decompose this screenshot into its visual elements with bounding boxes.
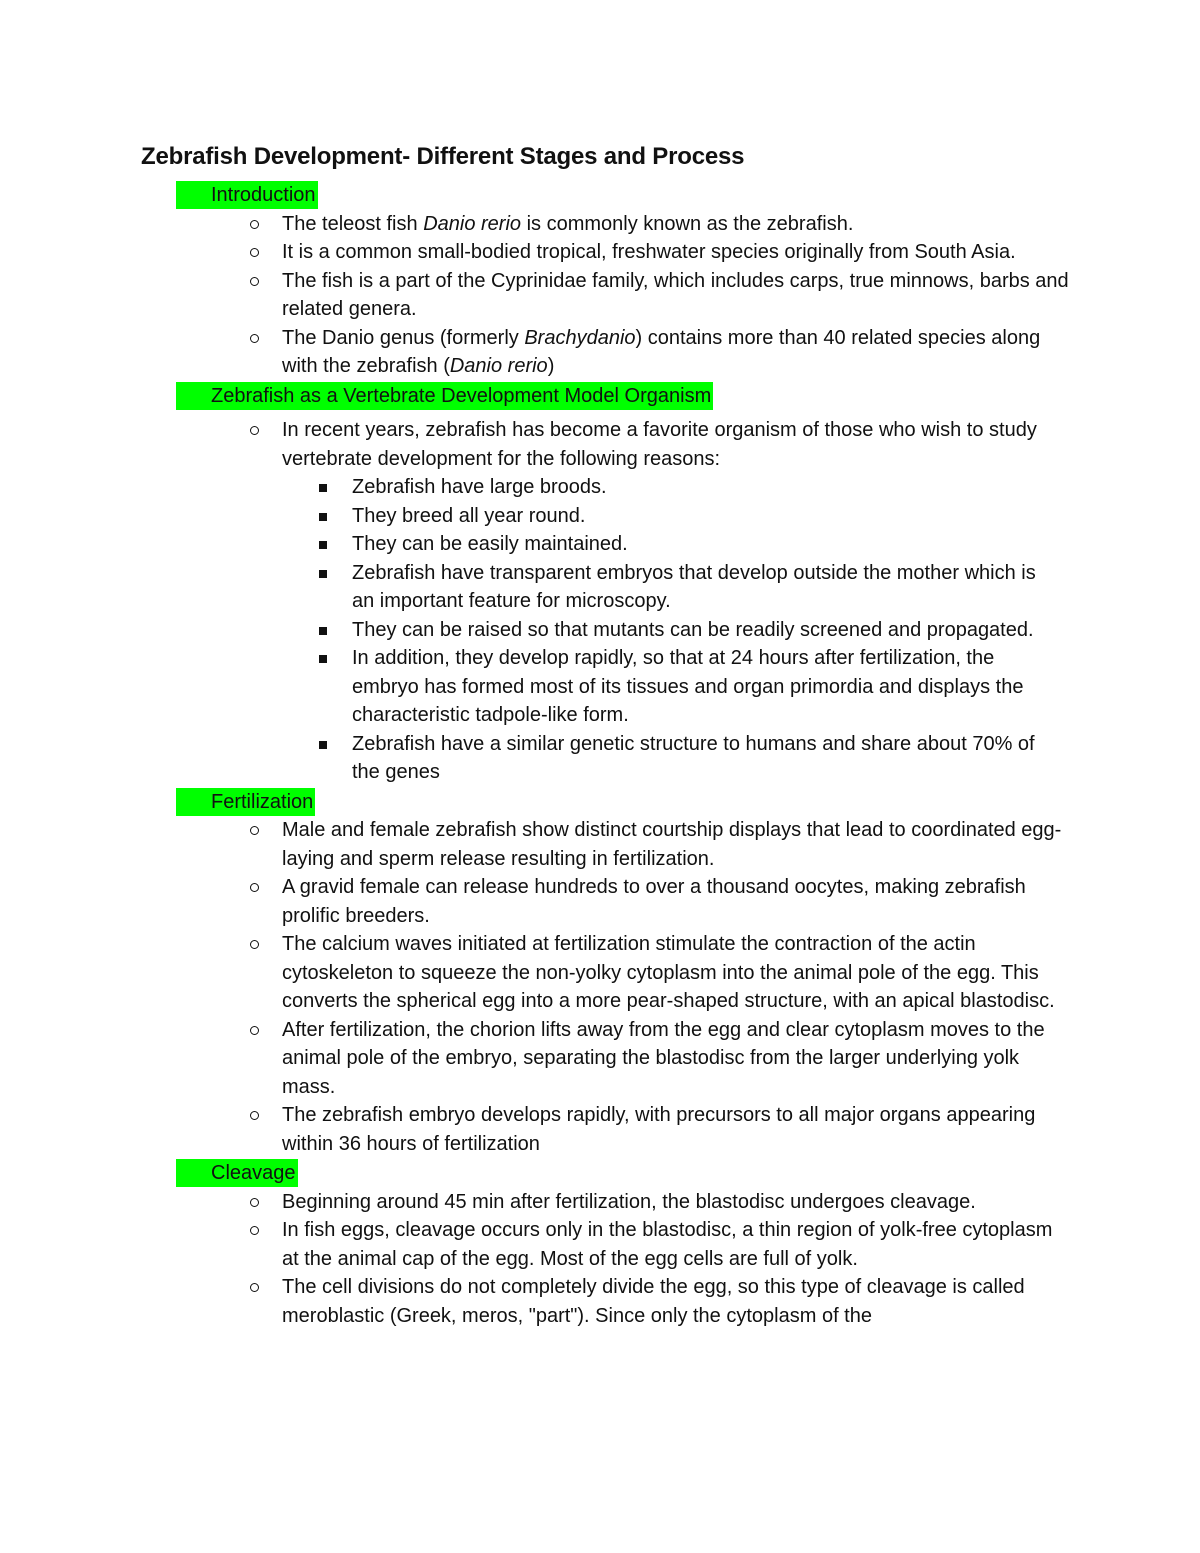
list-item: The calcium waves initiated at fertilization stimulate the contraction of the actin cytoskeleton to squeeze the non-yolky cytoplasm into the animal pole of the egg. This converts the spherical egg into a more pear-shaped structure, with an apical blastodisc. bbox=[0, 930, 1200, 1016]
hollow-bullet-icon bbox=[250, 220, 259, 229]
sub-list-item: They can be raised so that mutants can be readily screened and propagated. bbox=[0, 616, 1200, 645]
list-item: Male and female zebrafish show distinct courtship displays that lead to coordinated egg-laying and sperm release resulting in fertilization. bbox=[0, 816, 1200, 873]
hollow-bullet-icon bbox=[250, 1226, 259, 1235]
section-heading-label: Zebrafish as a Vertebrate Development Model Organism bbox=[211, 382, 713, 410]
list-item: The cell divisions do not completely divide the egg, so this type of cleavage is called meroblastic (Greek, meros, "part"). Since only the cytoplasm of the bbox=[0, 1273, 1200, 1330]
list-item: In fish eggs, cleavage occurs only in the blastodisc, a thin region of yolk-free cytoplasm at the animal cap of the egg. Most of the egg cells are full of yolk. bbox=[0, 1216, 1200, 1273]
filled-bullet-icon bbox=[174, 788, 188, 816]
square-bullet-icon bbox=[319, 570, 327, 578]
list-item: After fertilization, the chorion lifts away from the egg and clear cytoplasm moves to the animal pole of the embryo, separating the blastodisc from the larger underlying yolk mass. bbox=[0, 1016, 1200, 1102]
section-heading-fertilization bbox=[0, 788, 1200, 817]
filled-bullet-icon bbox=[174, 1159, 188, 1187]
sub-list-item: In addition, they develop rapidly, so that at 24 hours after fertilization, the embryo has formed most of its tissues and organ primordia and displays the characteristic tadpole-like form. bbox=[0, 644, 1200, 730]
section-heading-model-organism bbox=[0, 382, 1200, 411]
hollow-bullet-icon bbox=[250, 1026, 259, 1035]
section-heading-label: Fertilization bbox=[211, 788, 315, 816]
section-heading-label: Cleavage bbox=[211, 1159, 298, 1187]
sub-list-item: Zebrafish have transparent embryos that develop outside the mother which is an important feature for microscopy. bbox=[0, 559, 1200, 616]
filled-bullet-icon bbox=[174, 181, 188, 209]
hollow-bullet-icon bbox=[250, 277, 259, 286]
hollow-bullet-icon bbox=[250, 1283, 259, 1292]
list-item: The Danio genus (formerly Brachydanio) contains more than 40 related species along with the zebrafish (Danio rerio) bbox=[0, 324, 1200, 381]
page-title: Zebrafish Development- Different Stages and Process bbox=[141, 143, 745, 170]
section-heading-label: Introduction bbox=[211, 181, 318, 209]
sub-list-item: Zebrafish have a similar genetic structure to humans and share about 70% of the genes bbox=[0, 730, 1200, 787]
section-heading-introduction bbox=[0, 181, 1200, 210]
list-item: A gravid female can release hundreds to over a thousand oocytes, making zebrafish prolific breeders. bbox=[0, 873, 1200, 930]
hollow-bullet-icon bbox=[250, 940, 259, 949]
list-item: The fish is a part of the Cyprinidae family, which includes carps, true minnows, barbs and related genera. bbox=[0, 267, 1200, 324]
hollow-bullet-icon bbox=[250, 883, 259, 892]
hollow-bullet-icon bbox=[250, 1198, 259, 1207]
hollow-bullet-icon bbox=[250, 426, 259, 435]
list-item: The zebrafish embryo develops rapidly, with precursors to all major organs appearing within 36 hours of fertilization bbox=[0, 1101, 1200, 1158]
hollow-bullet-icon bbox=[250, 1111, 259, 1120]
square-bullet-icon bbox=[319, 627, 327, 635]
list-item: The teleost fish Danio rerio is commonly known as the zebrafish. bbox=[0, 210, 1200, 239]
list-item: It is a common small-bodied tropical, freshwater species originally from South Asia. bbox=[0, 238, 1200, 267]
hollow-bullet-icon bbox=[250, 334, 259, 343]
sub-list-item: They can be easily maintained. bbox=[0, 530, 1200, 559]
hollow-bullet-icon bbox=[250, 248, 259, 257]
square-bullet-icon bbox=[319, 513, 327, 521]
list-item: In recent years, zebrafish has become a favorite organism of those who wish to study vertebrate development for the following reasons: bbox=[0, 416, 1200, 473]
hollow-bullet-icon bbox=[250, 826, 259, 835]
document-body bbox=[0, 180, 1200, 1330]
sub-list-item: Zebrafish have large broods. bbox=[0, 473, 1200, 502]
square-bullet-icon bbox=[319, 541, 327, 549]
square-bullet-icon bbox=[319, 655, 327, 663]
square-bullet-icon bbox=[319, 741, 327, 749]
section-heading-cleavage bbox=[0, 1159, 1200, 1188]
filled-bullet-icon bbox=[174, 382, 188, 410]
square-bullet-icon bbox=[319, 484, 327, 492]
sub-list-item: They breed all year round. bbox=[0, 502, 1200, 531]
list-item: Beginning around 45 min after fertilization, the blastodisc undergoes cleavage. bbox=[0, 1188, 1200, 1217]
